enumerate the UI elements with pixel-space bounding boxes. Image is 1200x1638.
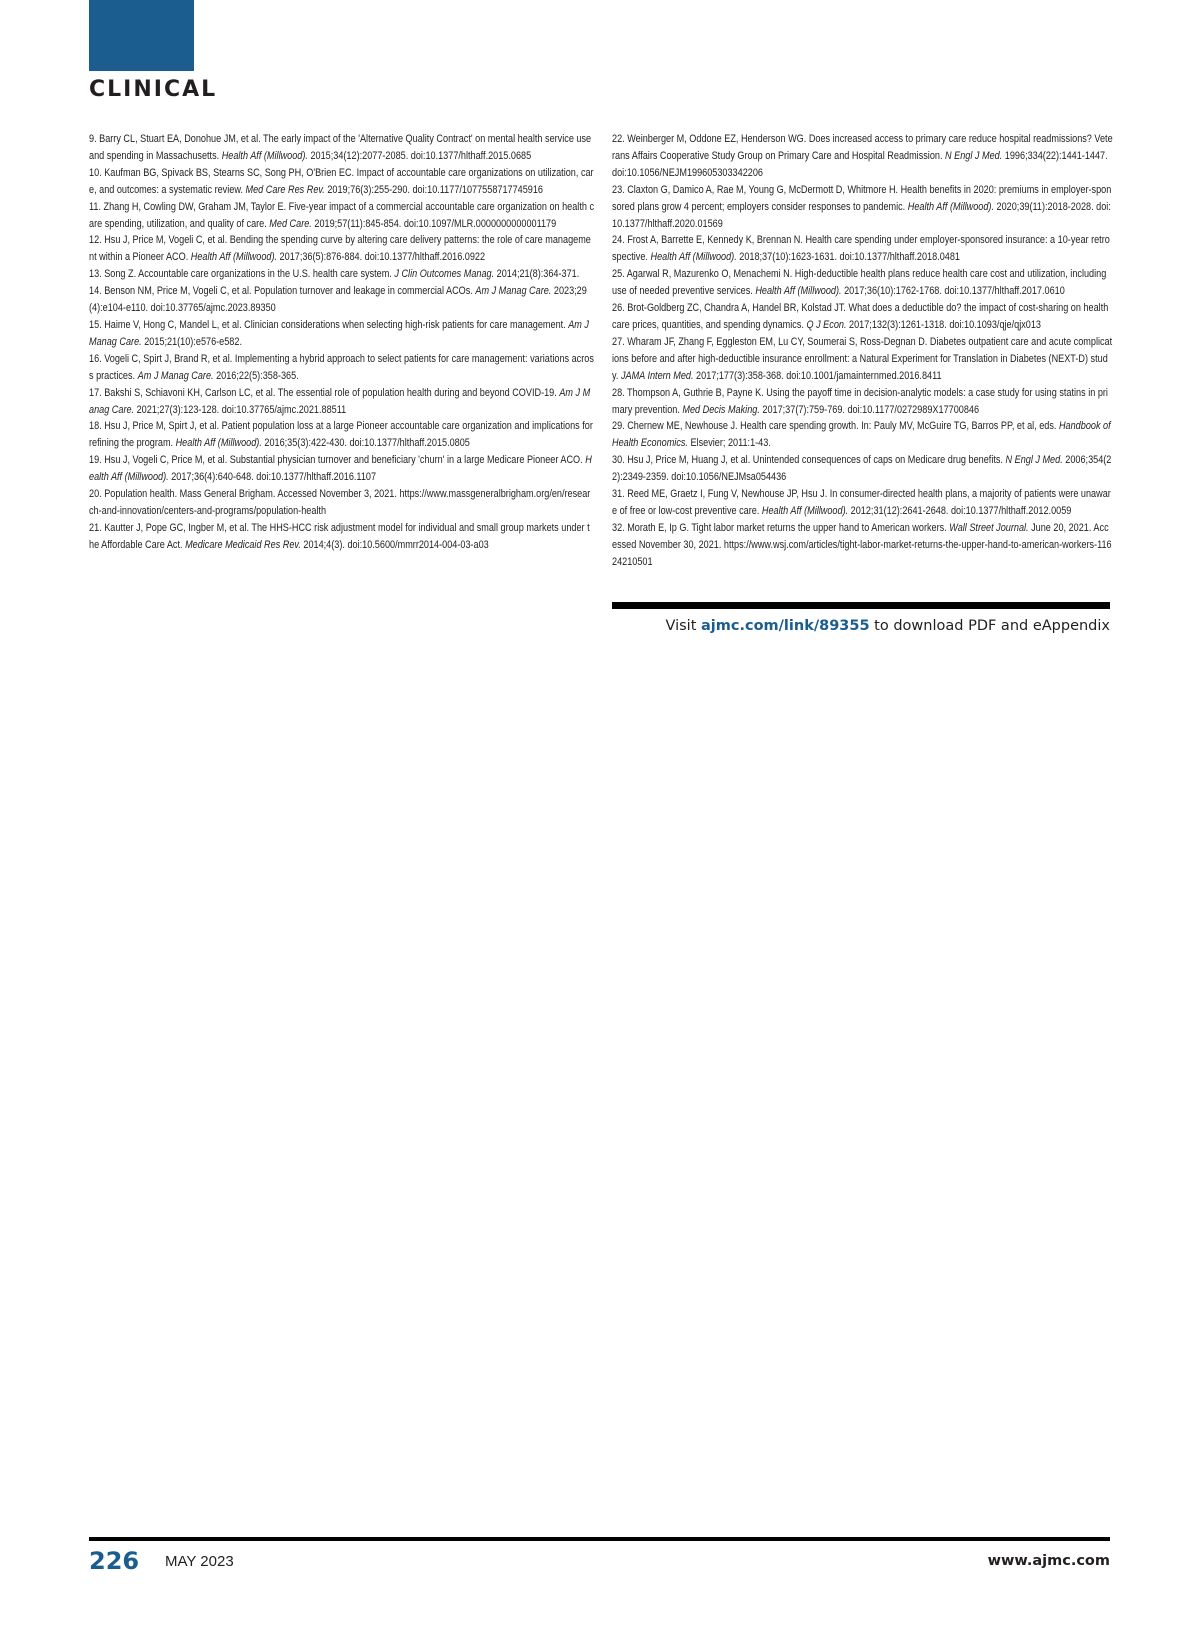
reference-item: 13. Song Z. Accountable care organizations in the U.S. health care system. J Clin Outcomes Manag. 2014;21(8):364-371. <box>89 268 580 281</box>
reference-item: 29. Chernew ME, Newhouse J. Health care spending growth. In: Pauly MV, McGuire TG, Barros PP, et al, eds. Handbook of Health Economics. Elsevier; 2011:1-43. <box>612 420 1111 450</box>
reference-item: 30. Hsu J, Price M, Huang J, et al. Unintended consequences of caps on Medicare drug benefits. N Engl J Med. 2006;354(22):2349-2359. doi:10.1056/NEJMsa054436 <box>612 454 1112 484</box>
reference-item: 18. Hsu J, Price M, Spirt J, et al. Patient population loss at a large Pioneer accountable care organization and implications for refining the program. Health Aff (Millwood). 2016;35(3):422-430. doi:10.1377/hlthaff.2015.0805 <box>89 420 593 450</box>
section-color-tab <box>89 0 194 71</box>
issue-date: MAY 2023 <box>165 1553 234 1570</box>
download-notice <box>612 618 1110 634</box>
page-number: 226 <box>89 1547 140 1575</box>
reference-item: 26. Brot-Goldberg ZC, Chandra A, Handel BR, Kolstad JT. What does a deductible do? the impact of cost-sharing on health care prices, quantities, and spending dynamics. Q J Econ. 2017;132(3):1261-1318. doi:10.1093/qje/qjx013 <box>612 302 1109 331</box>
references-right-column <box>612 131 1113 571</box>
reference-item: 21. Kautter J, Pope GC, Ingber M, et al. The HHS-HCC risk adjustment model for individual and small group markets under the Affordable Care Act. Medicare Medicaid Res Rev. 2014;4(3). doi:10.5600/mmrr2014-004-03-a03 <box>89 521 590 551</box>
reference-item: 22. Weinberger M, Oddone EZ, Henderson WG. Does increased access to primary care reduce hospital readmissions? Veterans Affairs Cooperative Study Group on Primary Care and Hospital Readmission. N Engl J Med. 1996;334(22):1441-1447. doi:10.1056/NEJM199605303342206 <box>612 133 1113 179</box>
reference-item: 17. Bakshi S, Schiavoni KH, Carlson LC, et al. The essential role of population health during and beyond COVID-19. Am J Manag Care. 2021;27(3):123-128. doi:10.37765/ajmc.2021.88511 <box>89 386 591 416</box>
reference-item: 28. Thompson A, Guthrie B, Payne K. Using the payoff time in decision-analytic models: a case study for using statins in primary prevention. Med Decis Making. 2017;37(7):759-769. doi:10.1177/0272989X17700846 <box>612 386 1108 416</box>
reference-item: 31. Reed ME, Graetz I, Fung V, Newhouse JP, Hsu J. In consumer-directed health plans, a majority of patients were unaware of free or low-cost preventive care. Health Aff (Millwood). 2012;31(12):2641-2648. doi:10.1377/hlthaff.2012.0059 <box>612 488 1111 517</box>
reference-item: 9. Barry CL, Stuart EA, Donohue JM, et al. The early impact of the 'Alternative Quality Contract' on mental health service use and spending in Massachusetts. Health Aff (Millwood). 2015;34(12):2077-2085. doi:10.1377/hlthaff.2015.0685 <box>89 133 592 162</box>
reference-item: 32. Morath E, Ip G. Tight labor market returns the upper hand to American workers. Wall Street Journal. June 20, 2021. Accessed November 30, 2021. https://www.wsj.com/articles/tight-labor-market-returns-the-upper-hand-to-american-workers-11624210501 <box>612 521 1112 568</box>
section-label: CLINICAL <box>89 77 218 102</box>
download-notice-suffix: to download PDF and eAppendix <box>869 618 1110 634</box>
reference-item: 14. Benson NM, Price M, Vogeli C, et al. Population turnover and leakage in commercial ACOs. Am J Manag Care. 2023;29(4):e104-e110. doi:10.37765/ajmc.2023.89350 <box>89 285 587 315</box>
references-end-rule <box>612 602 1110 609</box>
reference-item: 23. Claxton G, Damico A, Rae M, Young G, McDermott D, Whitmore H. Health benefits in 2020: premiums in employer-sponsored plans grow 4 percent; employers consider responses to pandemic. Health Aff (Millwood). 2020;39(11):2018-2028. doi:10.1377/hlthaff.2020.01569 <box>612 183 1112 230</box>
reference-item: 11. Zhang H, Cowling DW, Graham JM, Taylor E. Five-year impact of a commercial accountable care organization on health care spending, utilization, and quality of care. Med Care. 2019;57(11):845-854. doi:10.1097/MLR.0000000000001179 <box>89 200 595 230</box>
reference-item: 19. Hsu J, Vogeli C, Price M, et al. Substantial physician turnover and beneficiary 'churn' in a large Medicare Pioneer ACO. Health Aff (Millwood). 2017;36(4):640-648. doi:10.1377/hlthaff.2016.1107 <box>89 454 592 484</box>
reference-item: 25. Agarwal R, Mazurenko O, Menachemi N. High-deductible health plans reduce health care cost and utilization, including use of needed preventive services. Health Aff (Millwood). 2017;36(10):1762-1768. doi:10.1377/hlthaff.2017.0610 <box>612 268 1107 298</box>
reference-item: 12. Hsu J, Price M, Vogeli C, et al. Bending the spending curve by altering care delivery patterns: the role of care management within a Pioneer ACO. Health Aff (Millwood). 2017;36(5):876-884. doi:10.1377/hlthaff.2016.0922 <box>89 234 591 264</box>
footer-rule <box>89 1537 1110 1541</box>
reference-item: 10. Kaufman BG, Spivack BS, Stearns SC, Song PH, O'Brien EC. Impact of accountable care organizations on utilization, care, and outcomes: a systematic review. Med Care Res Rev. 2019;76(3):255-290. doi:10.1177/1077558717745916 <box>89 166 594 196</box>
reference-item: 27. Wharam JF, Zhang F, Eggleston EM, Lu CY, Soumerai S, Ross-Degnan D. Diabetes outpatient care and acute complications before and after high-deductible insurance enrollment: a Natural Experiment for Translation in Diabetes (NEXT-D) study. JAMA Intern Med. 2017;177(3):358-368. doi:10.1001/jamainternmed.2016.8411 <box>612 335 1113 382</box>
reference-item: 15. Haime V, Hong C, Mandel L, et al. Clinician considerations when selecting high-risk patients for care management. Am J Manag Care. 2015;21(10):e576-e582. <box>89 318 589 348</box>
download-notice-prefix: Visit <box>665 618 701 634</box>
website-url[interactable]: www.ajmc.com <box>987 1553 1110 1569</box>
download-link[interactable]: ajmc.com/link/89355 <box>701 618 870 634</box>
references-left-column <box>89 131 595 554</box>
reference-item: 16. Vogeli C, Spirt J, Brand R, et al. Implementing a hybrid approach to select patients for care management: variations across practices. Am J Manag Care. 2016;22(5):358-365. <box>89 352 594 382</box>
reference-item: 24. Frost A, Barrette E, Kennedy K, Brennan N. Health care spending under employer-sponsored insurance: a 10-year retrospective. Health Aff (Millwood). 2018;37(10):1623-1631. doi:10.1377/hlthaff.2018.0481 <box>612 234 1110 264</box>
reference-item: 20. Population health. Mass General Brigham. Accessed November 3, 2021. https://www.massgeneralbrigham.org/en/research-and-innovation/centers-and-programs/population-health <box>89 488 591 517</box>
